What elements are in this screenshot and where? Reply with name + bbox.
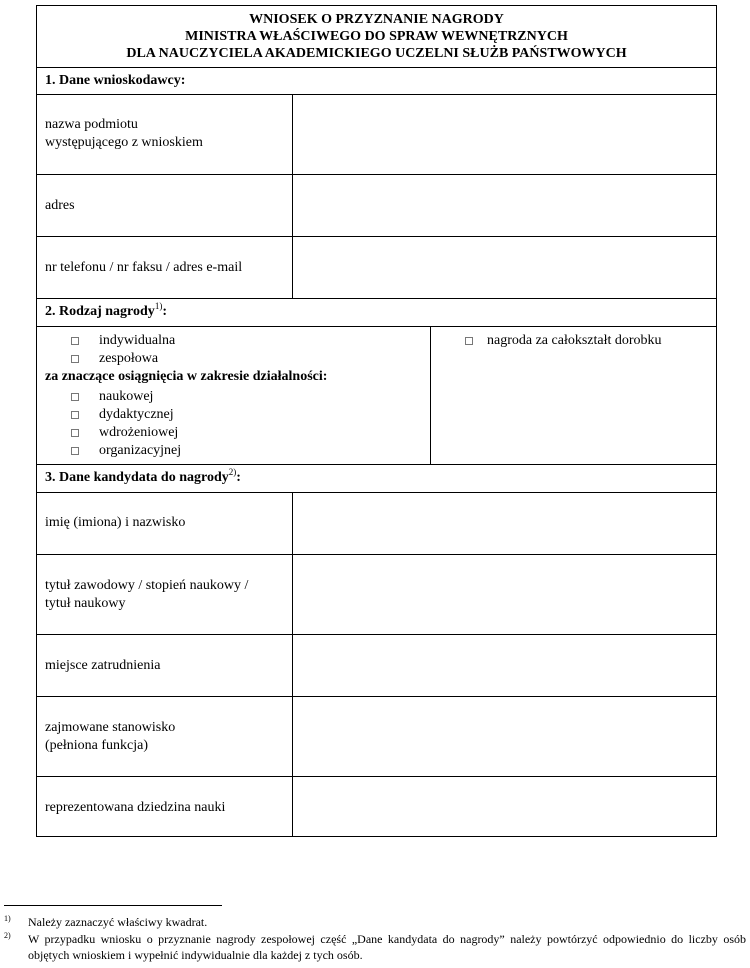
option-lifetime-achievement[interactable]: nagroda za całokształt dorobku xyxy=(465,332,662,350)
section-3-heading: 3. Dane kandydata do nagrody$^{2)}$: xyxy=(45,467,241,485)
checkbox[interactable] xyxy=(71,429,79,437)
position-label: zajmowane stanowisko (pełniona funkcja) xyxy=(45,720,176,753)
title-line-2: MINISTRA WŁAŚCIWEGO DO SPRAW WEWNĘTRZNYCH xyxy=(185,29,568,44)
title-line-3: DLA NAUCZYCIELA AKADEMICKIEGO UCZELNI SŁUŻB PAŃSTWOWYCH xyxy=(126,46,627,61)
applicant-contact-label: nr telefonu / nr faksu / adres e-mail xyxy=(45,260,243,275)
divider xyxy=(37,326,716,327)
divider xyxy=(37,464,716,465)
applicant-address-field[interactable] xyxy=(293,175,716,236)
applicant-name-field[interactable] xyxy=(293,95,716,174)
form-title xyxy=(37,11,716,62)
candidate-title-field[interactable] xyxy=(293,555,716,634)
divider xyxy=(37,298,716,299)
award-application-form xyxy=(36,5,717,837)
option-implementation[interactable]: wdrożeniowej xyxy=(71,424,178,442)
option-individual[interactable]: indywidualna xyxy=(71,332,175,350)
applicant-name-label: nazwa podmiotu występującego z wnioskiem xyxy=(45,117,203,150)
science-field-label: reprezentowana dziedzina nauki xyxy=(45,800,226,815)
applicant-contact-field[interactable] xyxy=(293,237,716,298)
footnote-rule xyxy=(4,905,222,906)
candidate-title-label: tytuł zawodowy / stopień naukowy / tytuł naukowy xyxy=(45,578,249,611)
option-team[interactable]: zespołowa xyxy=(71,350,158,368)
option-organizational[interactable]: organizacyjnej xyxy=(71,442,181,460)
section-2-heading: 2. Rodzaj nagrody$^{1)}$: xyxy=(45,301,167,319)
checkbox[interactable] xyxy=(71,411,79,419)
applicant-address-label: adres xyxy=(45,198,75,213)
title-line-1: WNIOSEK O PRZYZNANIE NAGRODY xyxy=(249,12,504,27)
checkbox[interactable] xyxy=(465,337,473,345)
activity-label: za znaczące osiągnięcia w zakresie działalności: xyxy=(45,369,328,384)
employment-place-label: miejsce zatrudnienia xyxy=(45,658,161,673)
checkbox[interactable] xyxy=(71,447,79,455)
option-scientific[interactable]: naukowej xyxy=(71,388,153,406)
option-didactic[interactable]: dydaktycznej xyxy=(71,406,174,424)
position-field[interactable] xyxy=(293,697,716,776)
footnote-2: 2) W przypadku wniosku o przyznanie nagrody zespołowej część „Dane kandydata do nagrody” należy powtórzyć odpowiednio do liczby osób objętych wnioskiem i wypełnić indywidualnie dla każdej z tych osób. xyxy=(4,931,746,962)
footnote-1: 1) Należy zaznaczyć właściwy kwadrat. xyxy=(4,914,208,929)
checkbox[interactable] xyxy=(71,337,79,345)
science-field-field[interactable] xyxy=(293,777,716,836)
checkbox[interactable] xyxy=(71,393,79,401)
checkbox[interactable] xyxy=(71,355,79,363)
column-divider xyxy=(430,326,431,464)
candidate-name-label: imię (imiona) i nazwisko xyxy=(45,515,186,530)
divider xyxy=(37,67,716,68)
candidate-name-field[interactable] xyxy=(293,493,716,554)
employment-place-field[interactable] xyxy=(293,635,716,696)
section-1-heading: 1. Dane wnioskodawcy: xyxy=(45,73,186,88)
